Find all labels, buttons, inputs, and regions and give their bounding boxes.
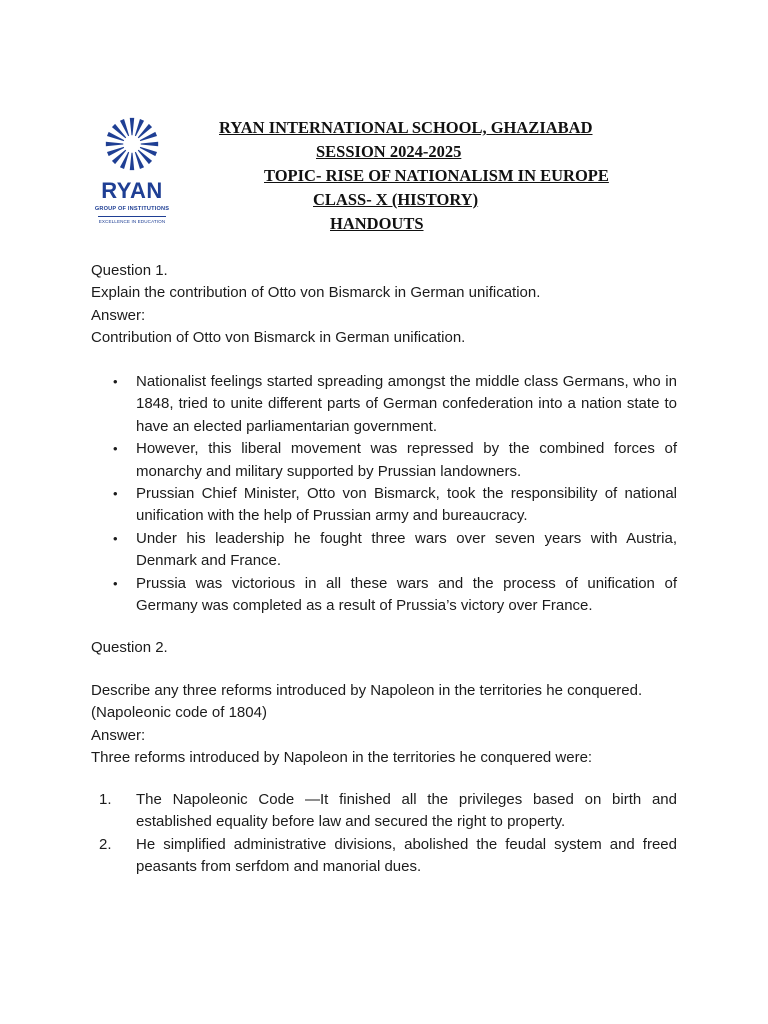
list-item-text: Prussian Chief Minister, Otto von Bismarck, took the responsibility of national unification with the help of Prussian army and bureaucracy. <box>136 485 677 525</box>
bullet-icon: • <box>113 486 118 502</box>
handouts-title: HANDOUTS <box>330 214 424 233</box>
logo-brand: RYAN <box>101 178 163 203</box>
ryan-logo <box>82 112 182 240</box>
list-item-text: However, this liberal movement was repressed by the combined forces of monarchy and military supported by Prussian landowners. <box>136 440 677 480</box>
q2-answer-intro: Three reforms introduced by Napoleon in the territories he conquered were: <box>91 749 593 767</box>
q2-answer-label: Answer: <box>91 726 146 744</box>
q2-block <box>91 680 677 770</box>
list-item <box>91 438 677 483</box>
list-item <box>91 573 677 618</box>
bullet-icon: • <box>113 441 118 457</box>
emblem-ray <box>130 153 134 170</box>
q1-bullet-list <box>91 371 677 617</box>
q2-question: Describe any three reforms introduced by Napoleon in the territories he conquered. (Napoleonic code of 1804) <box>91 682 643 722</box>
emblem-ray <box>106 142 123 146</box>
q2-label: Question 2. <box>91 639 168 656</box>
class-line: CLASS- X (HISTORY) <box>313 190 479 209</box>
list-item <box>91 483 677 528</box>
emblem-ray <box>130 118 134 135</box>
q2-numbered-list <box>91 789 677 879</box>
list-number: 1. <box>99 791 112 808</box>
session-line: SESSION 2024-2025 <box>316 142 462 161</box>
bullet-icon: • <box>113 374 118 389</box>
q1-block <box>91 260 677 350</box>
list-item <box>91 834 677 879</box>
bullet-icon: • <box>113 575 118 591</box>
emblem-ray <box>141 142 158 146</box>
bullet-icon: • <box>113 530 118 546</box>
list-item-text: The Napoleonic Code —It finished all the privileges based on birth and established equality before law and secured the right to property. <box>136 791 677 831</box>
list-item <box>91 789 677 834</box>
list-item-text: He simplified administrative divisions, abolished the feudal system and freed peasants from serfdom and manorial dues. <box>136 835 677 876</box>
school-name: RYAN INTERNATIONAL SCHOOL, GHAZIABAD <box>219 118 593 137</box>
q1-answer-label: Answer: <box>91 306 146 324</box>
list-number: 2. <box>99 835 112 853</box>
emblem-center <box>128 140 137 149</box>
q1-label: Question 1. <box>91 262 168 279</box>
topic-line: TOPIC- RISE OF NATIONALISM IN EUROPE <box>264 166 609 185</box>
logo-tagline: EXCELLENCE IN EDUCATION <box>98 219 166 224</box>
logo-subtitle: GROUP OF INSTITUTIONS <box>94 206 170 212</box>
list-item-text: Nationalist feelings started spreading amongst the middle class Germans, who in 1848, tried to unite different parts of German confederation into a nation state to have an elected parliamentarian government. <box>136 373 677 435</box>
q1-question: Explain the contribution of Otto von Bismarck in German unification. <box>91 284 541 302</box>
logo-divider <box>98 216 166 217</box>
q1-answer-intro: Contribution of Otto von Bismarck in German unification. <box>91 329 466 347</box>
list-item <box>91 371 677 438</box>
ryan-emblem-icon <box>104 112 160 176</box>
list-item-text: Under his leadership he fought three wars over seven years with Austria, Denmark and France. <box>136 529 677 570</box>
list-item <box>91 528 677 573</box>
list-item-text: Prussia was victorious in all these wars and the process of unification of Germany was completed as a result of Prussia’s victory over France. <box>136 574 677 615</box>
